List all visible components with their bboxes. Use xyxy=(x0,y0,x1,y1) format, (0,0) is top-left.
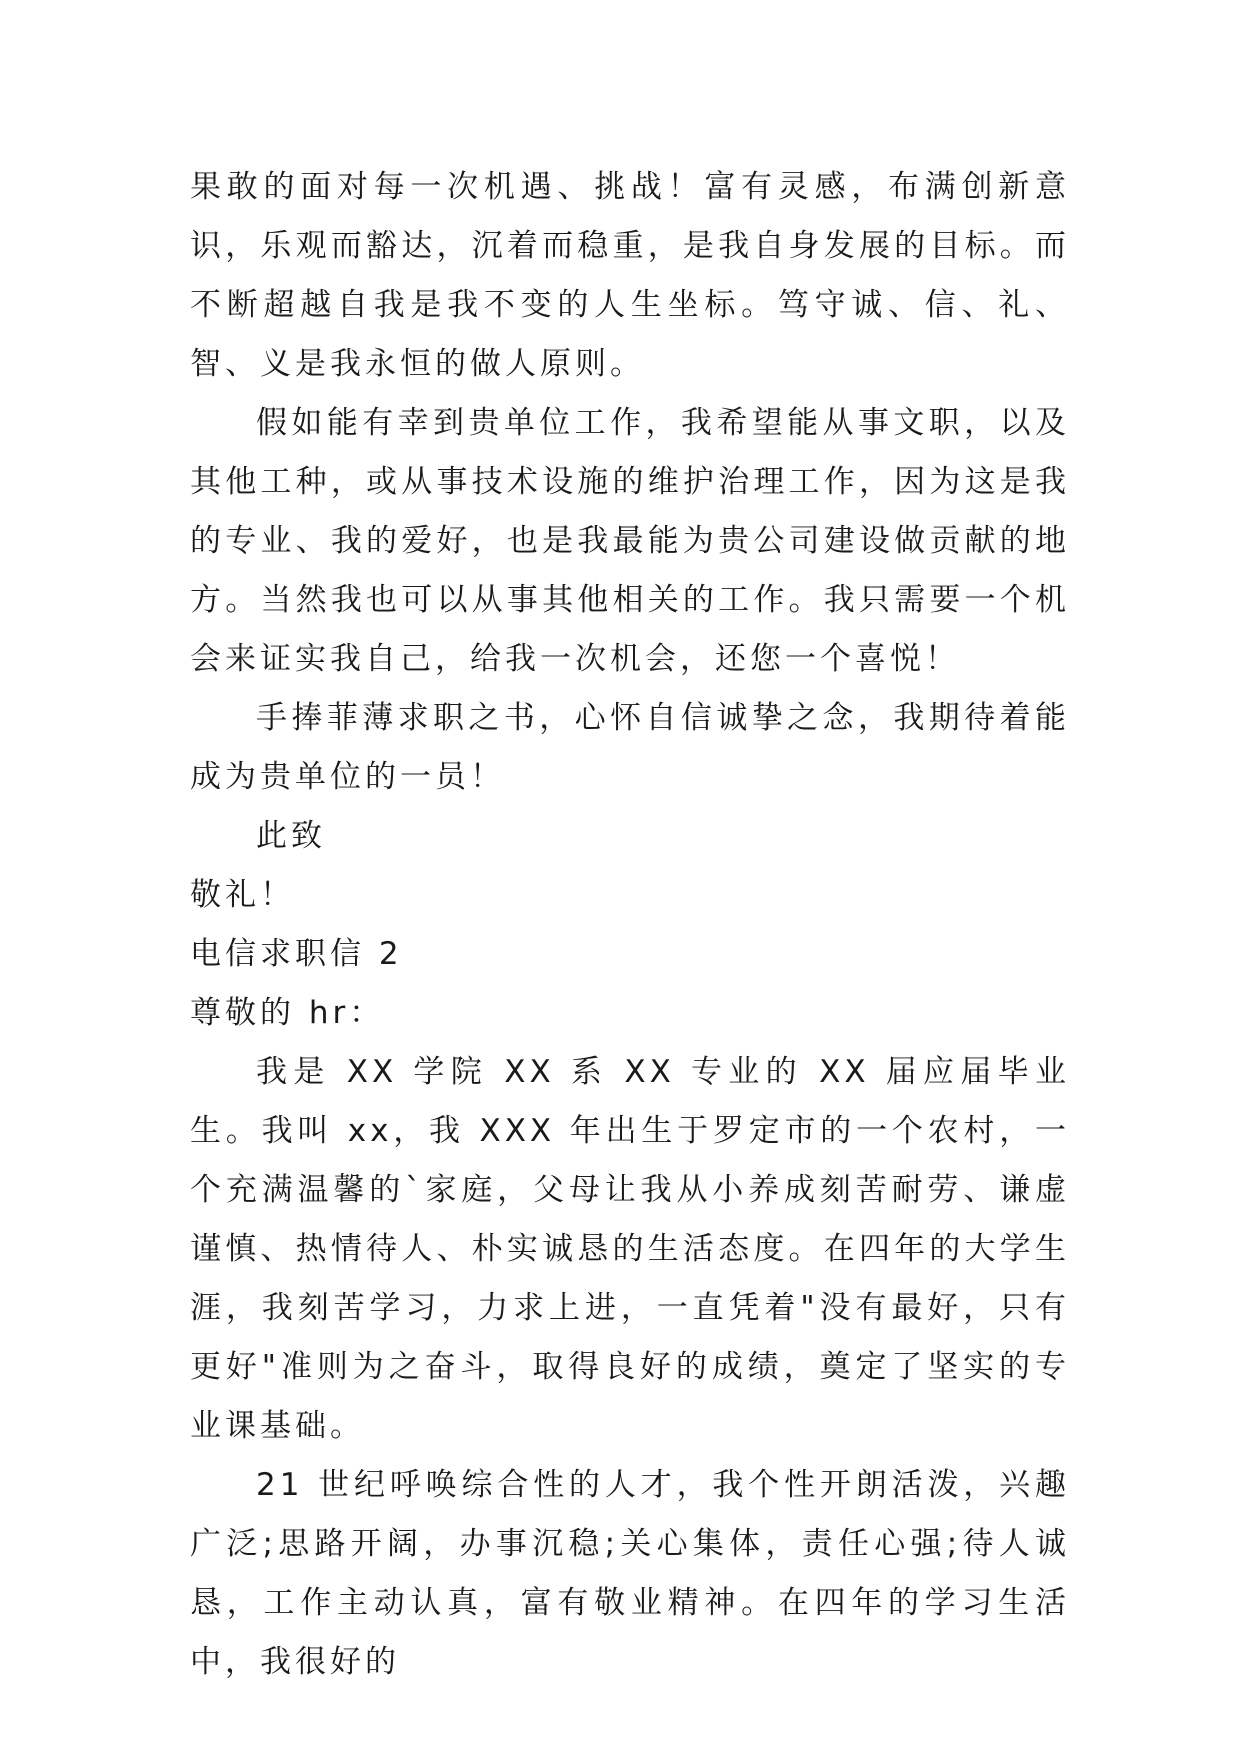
paragraph-job-preference: 假如能有幸到贵单位工作，我希望能从事文职，以及其他工种，或从事技术设施的维护治理工作，因为这是我的专业、我的爱好，也是我最能为贵公司建设做贡献的地方。当然我也可以从事其他相关的工作。我只需要一个机会来证实我自己，给我一次机会，还您一个喜悦！ xyxy=(190,405,1070,677)
greeting: 尊敬的 hr： xyxy=(190,995,385,1031)
paragraph-salutation-ci-zhi: 此致 xyxy=(256,818,326,854)
paragraph-closing-hope: 手捧菲薄求职之书，心怀自信诚挚之念，我期待着能成为贵单位的一员！ xyxy=(190,700,1070,795)
letter-body xyxy=(190,158,1070,1692)
paragraph-introduction: 我是 XX 学院 XX 系 XX 专业的 XX 届应届毕业生。我叫 xx，我 XXX 年出生于罗定市的一个农村，一个充满温馨的`家庭，父母让我从小养成刻苦耐劳、谦虚谨慎、热情待人、朴实诚恳的生活态度。在四年的大学生涯，我刻苦学习，力求上进，一直凭着"没有最好，只有更好"准则为之奋斗，取得良好的成绩，奠定了坚实的专业课基础。 xyxy=(190,1054,1070,1444)
section-title: 电信求职信 2 xyxy=(190,936,403,972)
paragraph-personality: 21 世纪呼唤综合性的人才，我个性开朗活泼，兴趣广泛;思路开阔，办事沉稳;关心集体，责任心强;待人诚恳，工作主动认真，富有敬业精神。在四年的学习生活中，我很好的 xyxy=(190,1467,1070,1680)
paragraph-self-description: 果敢的面对每一次机遇、挑战！富有灵感，布满创新意识，乐观而豁达，沉着而稳重，是我自身发展的目标。而不断超越自我是我不变的人生坐标。笃守诚、信、礼、智、义是我永恒的做人原则。 xyxy=(190,169,1070,382)
paragraph-salutation-jing-li: 敬礼！ xyxy=(190,877,295,913)
